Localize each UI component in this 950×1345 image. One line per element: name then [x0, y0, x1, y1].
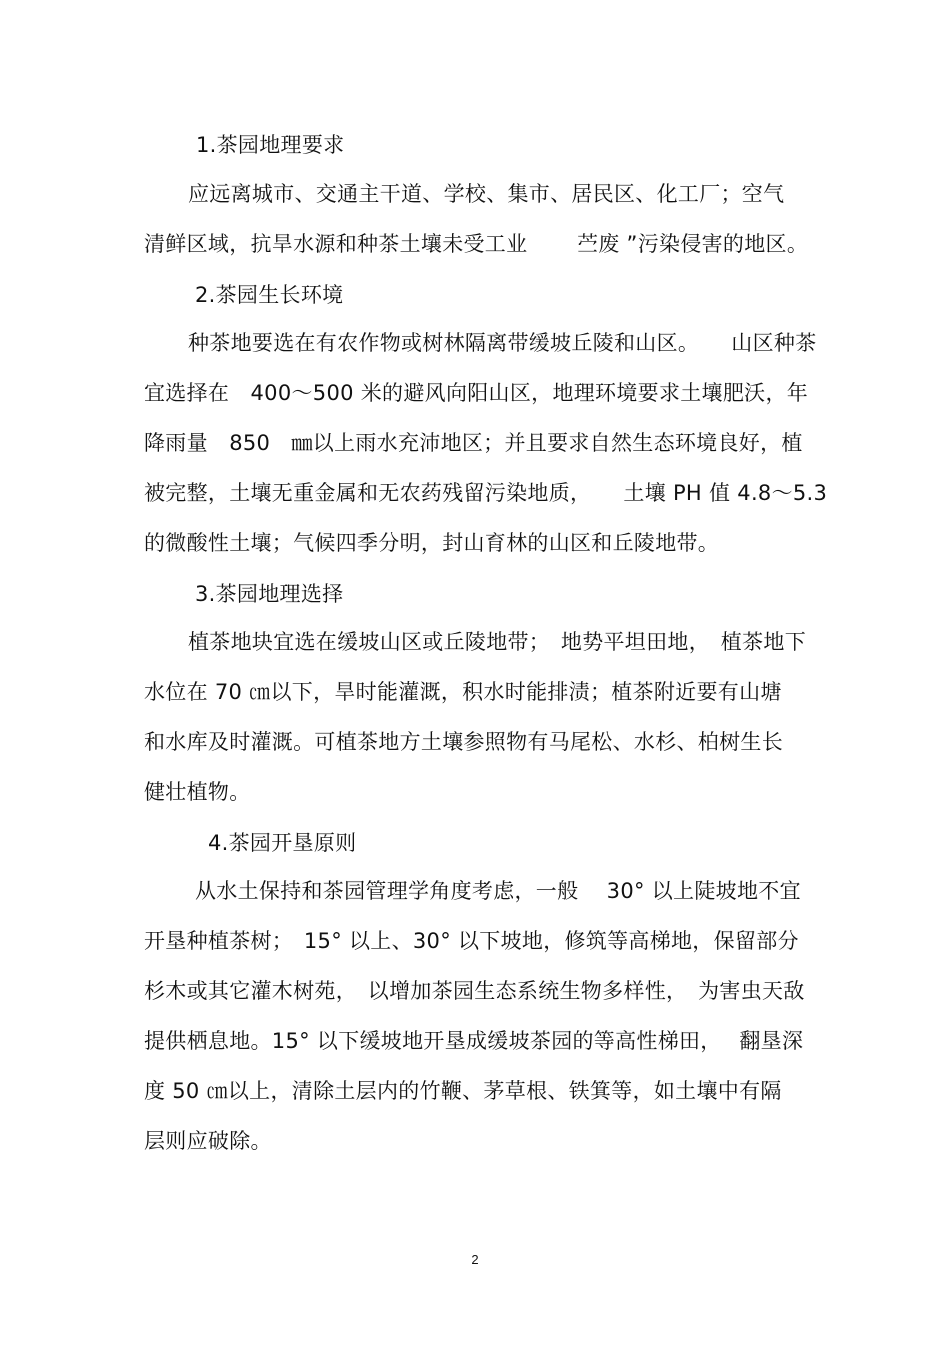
section-3-line-4: 健壮植物。	[144, 780, 251, 804]
section-4-line-4: 提供栖息地。15° 以下缓坡地开垦成缓坡茶园的等高性梯田， 翻垦深	[144, 1029, 804, 1053]
section-4-heading: 4.茶园开垦原则	[208, 831, 357, 855]
section-4-line-1: 从水土保持和茶园管理学角度考虑，一般 30° 以上陡坡地不宜	[195, 879, 801, 903]
section-4-line-5: 度 50 ㎝以上，清除土层内的竹鞭、茅草根、铁箕等，如土壤中有隔	[144, 1079, 782, 1103]
section-4-line-3: 杉木或其它灌木树苑， 以增加茶园生态系统生物多样性， 为害虫天敌	[144, 979, 805, 1003]
section-1-heading: 1.茶园地理要求	[196, 133, 345, 157]
section-3-line-3: 和水库及时灌溉。可植茶地方土壤参照物有马尾松、水杉、柏树生长	[144, 730, 783, 754]
page-number: 2	[471, 1252, 479, 1267]
section-2-heading: 2.茶园生长环境	[195, 283, 344, 307]
section-2-line-4: 被完整，土壤无重金属和无农药残留污染地质， 土壤 PH 值 4.8～5.3	[144, 481, 828, 505]
section-2-line-3: 降雨量 850 ㎜以上雨水充沛地区；并且要求自然生态环境良好，植	[144, 431, 803, 455]
section-3-line-2: 水位在 70 ㎝以下，旱时能灌溉，积水时能排渍；植茶附近要有山塘	[144, 680, 782, 704]
section-2-line-2: 宜选择在 400～500 米的避风向阳山区，地理环境要求土壤肥沃，年	[144, 381, 809, 405]
section-4-line-2: 开垦种植茶树； 15° 以上、30° 以下坡地，修筑等高梯地，保留部分	[144, 929, 799, 953]
section-1-line-2: 清鲜区域，抗旱水源和种茶土壤未受工业 苎废 ”污染侵害的地区。	[144, 232, 809, 256]
section-3-heading: 3.茶园地理选择	[195, 582, 344, 606]
section-2-line-1: 种茶地要选在有农作物或树林隔离带缓坡丘陵和山区。 山区种茶	[188, 331, 817, 355]
section-4-line-6: 层则应破除。	[144, 1129, 272, 1153]
section-3-line-1: 植茶地块宜选在缓坡山区或丘陵地带； 地势平坦田地， 植茶地下	[188, 630, 806, 654]
section-1-line-1: 应远离城市、交通主干道、学校、集市、居民区、化工厂；空气	[188, 182, 785, 206]
section-2-line-5: 的微酸性土壤；气候四季分明，封山育林的山区和丘陵地带。	[144, 531, 720, 555]
